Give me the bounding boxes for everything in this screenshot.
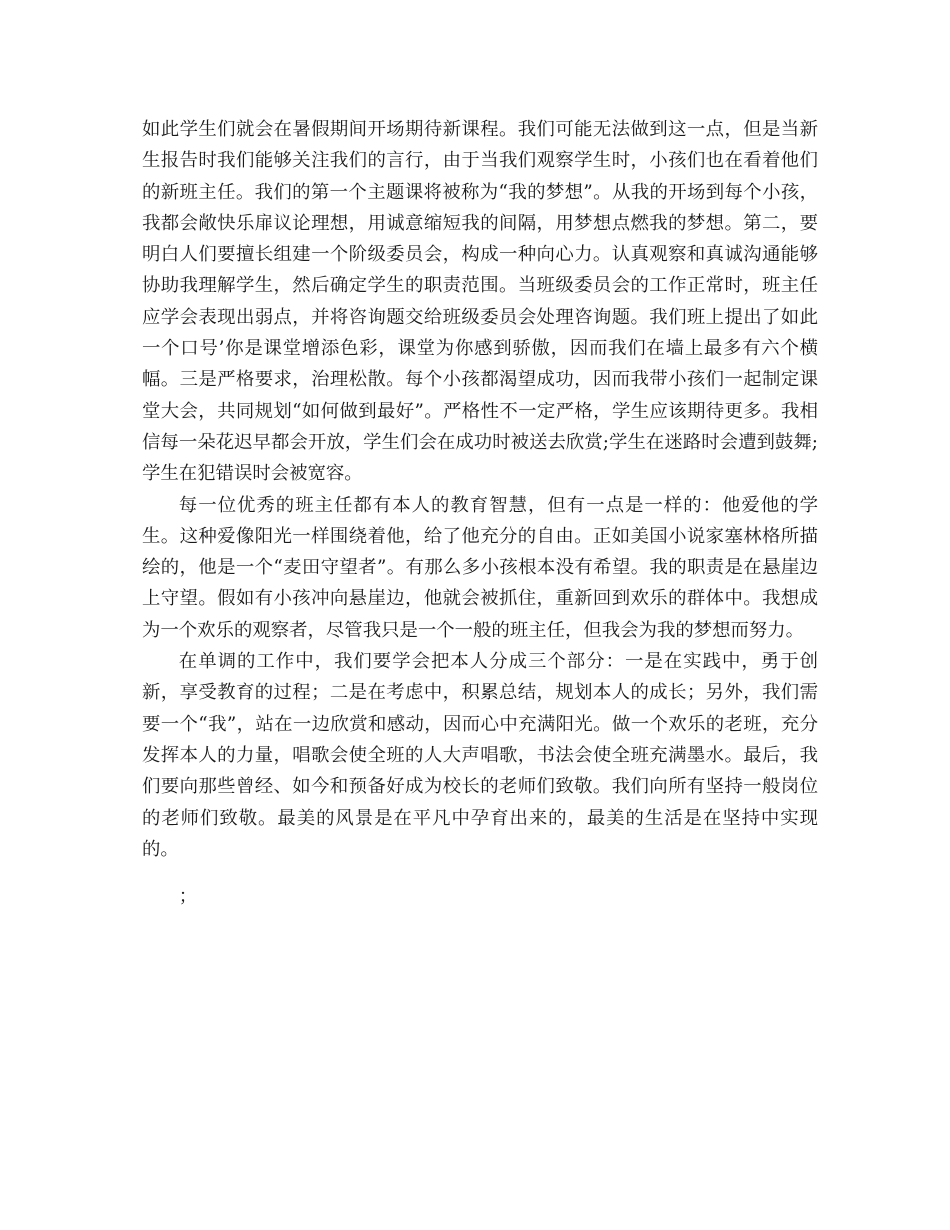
paragraph-continuation: 如此学生们就会在暑假期间开场期待新课程。我们可能无法做到这一点，但是当新生报告时我们能够关注我们的言行，由于当我们观察学生时，小孩们也在看着他们的新班主任。我们的第一个主题课将被称为“我的梦想”。从我的开场到每个小孩，我都会敞快乐扉议论理想，用诚意缩短我的间隔，用梦想点燃我的梦想。第二，要明白人们要擅长组建一个阶级委员会，构成一种向心力。认真观察和真诚沟通能够协助我理解学生，然后确定学生的职责范围。当班级委员会的工作正常时，班主任应学会表现出弱点，并将咨询题交给班级委员会处理咨询题。我们班上提出了如此一个口号’你是课堂增添色彩，课堂为你感到骄傲，因而我们在墙上最多有六个横幅。三是严格要求，治理松散。每个小孩都渴望成功，因而我带小孩们一起制定课堂大会，共同规划“如何做到最好”。严格性不一定严格，学生应该期待更多。我相信每一朵花迟早都会开放，学生们会在成功时被送去欣赏;学生在迷路时会遭到鼓舞;学生在犯错误时会被宽容。 xyxy=(142,119,818,485)
paragraph-teacher-wisdom: 每一位优秀的班主任都有本人的教育智慧，但有一点是一样的：他爱他的学生。这种爱像阳光一样围绕着他，给了他充分的自由。正如美国小说家塞林格所描绘的，他是一个“麦田守望者”。有那么多小孩根本没有希望。我的职责是在悬崖边上守望。假如有小孩冲向悬崖边，他就会被抓住，重新回到欢乐的群体中。我想成为一个欢乐的观察者，尽管我只是一个一般的班主任，但我会为我的梦想而努力。 xyxy=(142,494,818,641)
document-body xyxy=(142,114,818,912)
paragraph-three-parts: 在单调的工作中，我们要学会把本人分成三个部分：一是在实践中，勇于创新，享受教育的过程；二是在考虑中，积累总结，规划本人的成长；另外，我们需要一个“我”，站在一边欣赏和感动，因而心中充满阳光。做一个欢乐的老班，充分发挥本人的力量，唱歌会使全班的人大声唱歌，书法会使全班充满墨水。最后，我们要向那些曾经、如今和预备好成为校长的老师们致敬。我们向所有坚持一般岗位的老师们致敬。最美的风景是在平凡中孕育出来的，最美的生活是在坚持中实现的。 xyxy=(142,651,818,860)
trailing-mark: ； xyxy=(178,886,198,908)
